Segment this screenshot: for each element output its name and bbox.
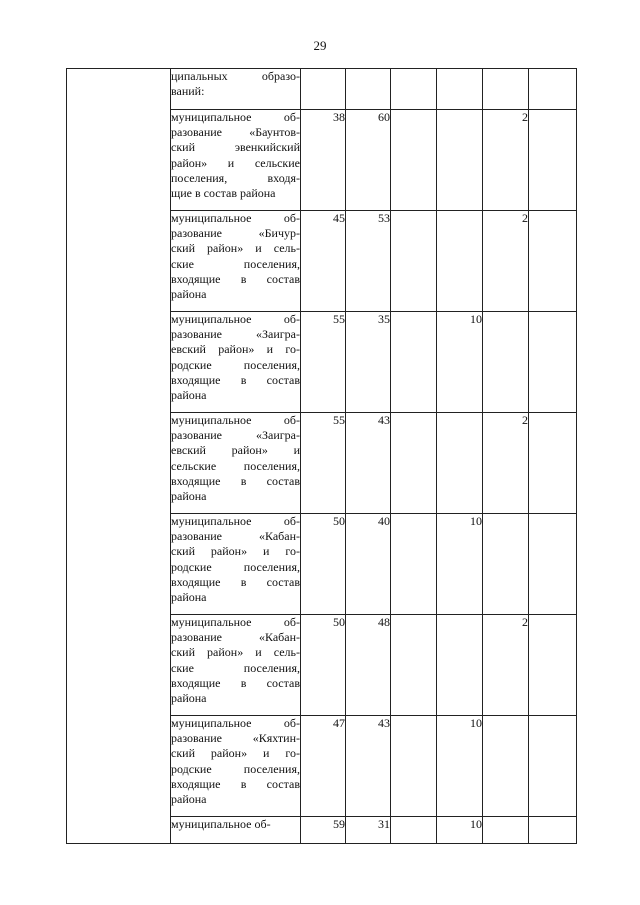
description-line: сельские поселения,: [171, 458, 300, 473]
blank-last-column-cell: [529, 69, 577, 110]
value-cell-c4: 10: [437, 716, 483, 817]
value-cell-c3: [391, 413, 437, 514]
description-line: родские поселения,: [171, 761, 300, 776]
municipality-description-cell: [171, 615, 301, 716]
value-cell-c5: [483, 312, 529, 413]
description-line: разование «Кабан-: [171, 529, 300, 544]
description-line: ваний:: [171, 84, 205, 99]
value-cell-c4: 10: [437, 817, 483, 844]
value-cell-c4: 10: [437, 514, 483, 615]
value-cell-c5: 2: [483, 615, 529, 716]
description-line: района: [171, 489, 207, 504]
value-cell-c2: 31: [346, 817, 391, 844]
value-cell-c5: 2: [483, 211, 529, 312]
value-cell-c3: [391, 211, 437, 312]
description-line: евский район» и го-: [171, 342, 300, 357]
description-line: входящие в состав: [171, 574, 300, 589]
blank-last-column-cell: [529, 110, 577, 211]
description-line: муниципальное об-: [171, 716, 300, 730]
description-line: разование «Кабан-: [171, 630, 300, 645]
value-cell-c4: [437, 413, 483, 514]
value-cell-c4: [437, 615, 483, 716]
value-cell-c3: [391, 110, 437, 211]
blank-last-column-cell: [529, 312, 577, 413]
description-line: района: [171, 388, 207, 403]
value-cell-c5: [483, 817, 529, 844]
description-line: района: [171, 590, 207, 605]
description-line: входящие в состав: [171, 372, 300, 387]
value-cell-c1: [301, 69, 346, 110]
description-line: ский район» и сель-: [171, 241, 300, 256]
value-cell-c3: [391, 69, 437, 110]
page-number: 29: [313, 38, 327, 53]
description-line: родские поселения,: [171, 559, 300, 574]
description-line: ский район» и сель-: [171, 645, 300, 660]
value-cell-c5: 2: [483, 110, 529, 211]
value-cell-c2: 53: [346, 211, 391, 312]
description-line: ский эвенкийский: [171, 140, 300, 155]
value-cell-c3: [391, 514, 437, 615]
description-line: район» и сельские: [171, 155, 300, 170]
value-cell-c4: 10: [437, 312, 483, 413]
value-cell-c1: 55: [301, 413, 346, 514]
description-line: родские поселения,: [171, 357, 300, 372]
municipality-description-cell: [171, 69, 301, 110]
description-line: ский район» и го-: [171, 544, 300, 559]
table-row: [67, 69, 577, 110]
value-cell-c1: 47: [301, 716, 346, 817]
municipality-description-cell: [171, 312, 301, 413]
municipality-description-cell: [171, 716, 301, 817]
description-line: ский район» и го-: [171, 746, 300, 761]
value-cell-c5: [483, 716, 529, 817]
value-cell-c1: 50: [301, 514, 346, 615]
municipality-description-cell: [171, 110, 301, 211]
value-cell-c2: 43: [346, 716, 391, 817]
value-cell-c1: 45: [301, 211, 346, 312]
description-line: района: [171, 792, 207, 807]
description-line: муниципальное об-: [171, 615, 300, 629]
description-line: евский район» и: [171, 443, 300, 458]
description-line: муниципальное об-: [171, 413, 300, 427]
data-table: [66, 68, 577, 844]
value-cell-c3: [391, 817, 437, 844]
blank-last-column-cell: [529, 211, 577, 312]
description-line: разование «Кяхтин-: [171, 731, 300, 746]
blank-last-column-cell: [529, 615, 577, 716]
value-cell-c4: [437, 211, 483, 312]
blank-last-column-cell: [529, 716, 577, 817]
description-line: района: [171, 287, 207, 302]
value-cell-c2: 60: [346, 110, 391, 211]
description-line: разование «Баунтов-: [171, 125, 300, 140]
description-line: района: [171, 691, 207, 706]
description-line: ципальных образо-: [171, 69, 300, 83]
value-cell-c3: [391, 312, 437, 413]
description-line: муниципальное об-: [171, 211, 300, 225]
value-cell-c5: 2: [483, 413, 529, 514]
description-line: ские поселения,: [171, 256, 300, 271]
description-line: разование «Заигра-: [171, 327, 300, 342]
value-cell-c2: 48: [346, 615, 391, 716]
blank-last-column-cell: [529, 413, 577, 514]
value-cell-c4: [437, 110, 483, 211]
blank-last-column-cell: [529, 514, 577, 615]
value-cell-c1: 38: [301, 110, 346, 211]
municipality-description-cell: [171, 514, 301, 615]
blank-first-column-cell: [67, 69, 171, 844]
description-line: муниципальное об-: [171, 312, 300, 326]
value-cell-c1: 55: [301, 312, 346, 413]
value-cell-c2: 35: [346, 312, 391, 413]
description-line: поселения, входя-: [171, 170, 300, 185]
description-line: входящие в состав: [171, 675, 300, 690]
value-cell-c2: 40: [346, 514, 391, 615]
description-line: разование «Бичур-: [171, 226, 300, 241]
description-line: щие в состав района: [171, 186, 276, 201]
value-cell-c2: 43: [346, 413, 391, 514]
value-cell-c3: [391, 615, 437, 716]
value-cell-c3: [391, 716, 437, 817]
description-line: входящие в состав: [171, 776, 300, 791]
value-cell-c2: [346, 69, 391, 110]
description-line: входящие в состав: [171, 271, 300, 286]
value-cell-c1: 59: [301, 817, 346, 844]
value-cell-c5: [483, 69, 529, 110]
value-cell-c1: 50: [301, 615, 346, 716]
municipality-description-cell: [171, 211, 301, 312]
description-line: муниципальное об-: [171, 514, 300, 528]
description-line: разование «Заигра-: [171, 428, 300, 443]
description-line: ские поселения,: [171, 660, 300, 675]
table-body: [67, 69, 577, 844]
value-cell-c5: [483, 514, 529, 615]
description-line: муниципальное об-: [171, 817, 271, 831]
municipality-description-cell: [171, 817, 301, 844]
blank-last-column-cell: [529, 817, 577, 844]
description-line: входящие в состав: [171, 473, 300, 488]
value-cell-c4: [437, 69, 483, 110]
municipality-description-cell: [171, 413, 301, 514]
description-line: муниципальное об-: [171, 110, 300, 124]
